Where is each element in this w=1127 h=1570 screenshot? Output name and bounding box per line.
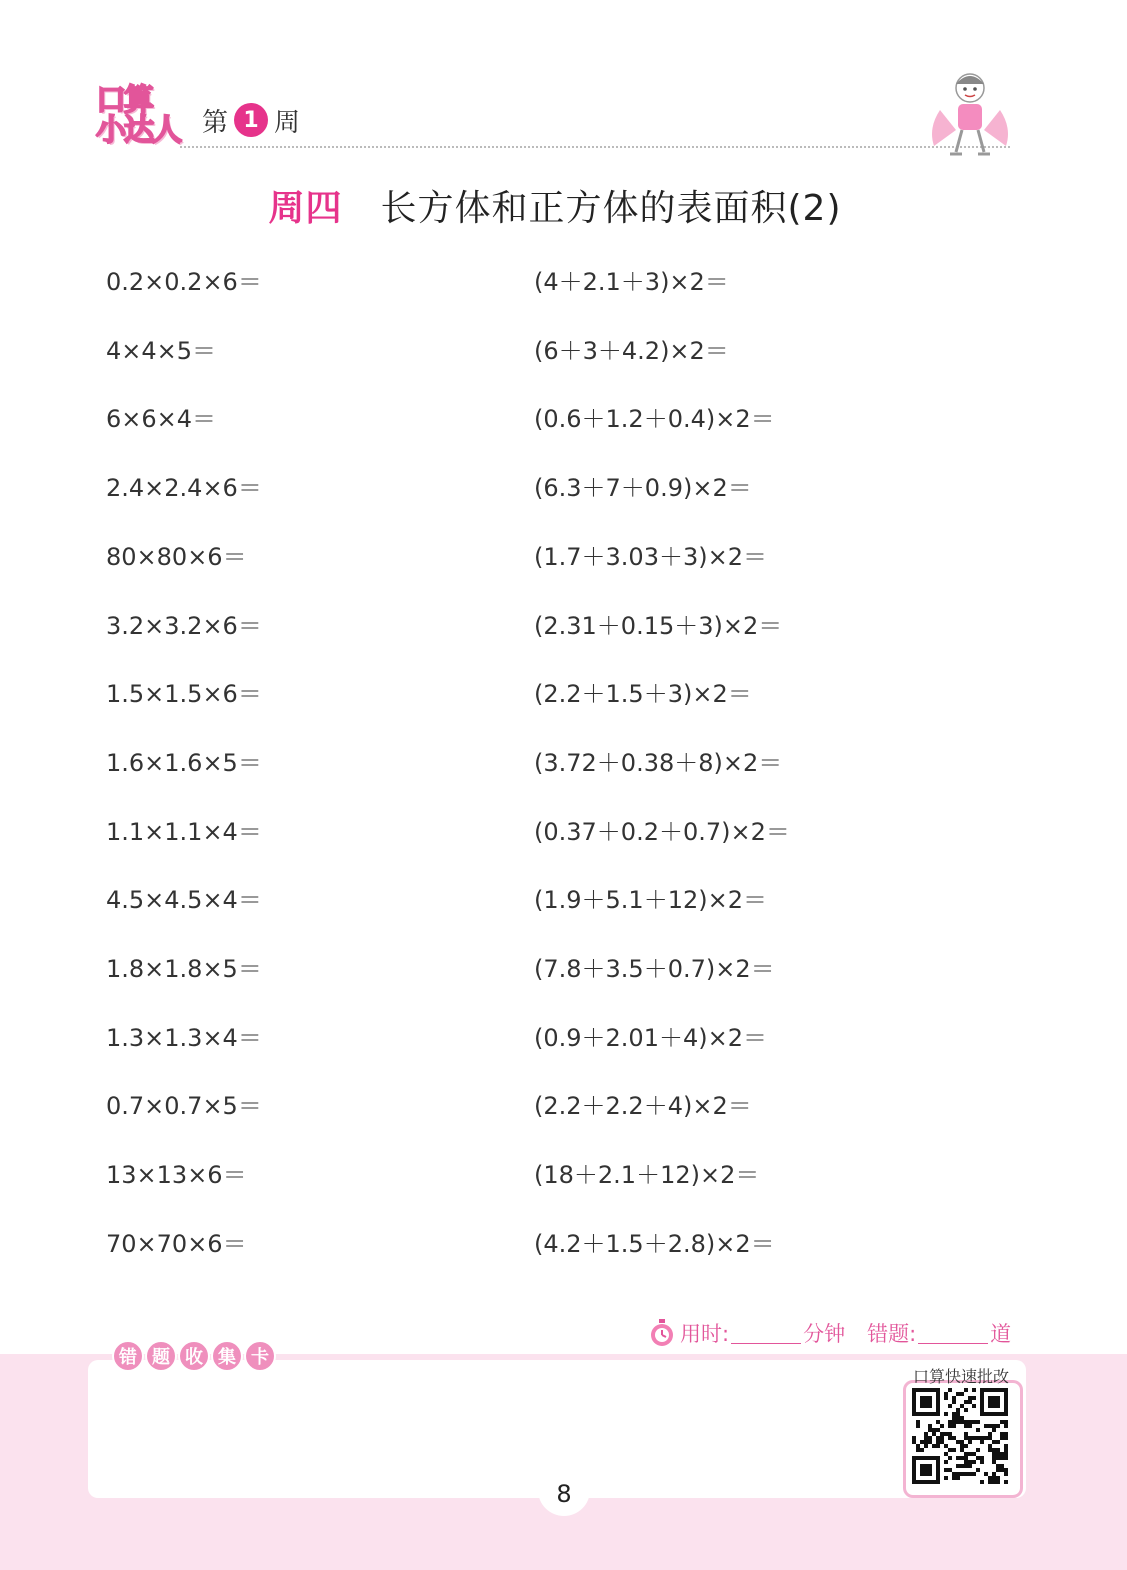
logo — [94, 83, 180, 150]
qr-title: 口算快速批改 — [912, 1367, 1009, 1386]
problem-left: 3.2×3.2×6＝ — [106, 611, 262, 640]
week-prefix: 第 — [202, 107, 229, 138]
problem-left: 0.2×0.2×6＝ — [106, 268, 262, 296]
header-divider — [180, 146, 1010, 148]
problem-row — [106, 1086, 1006, 1126]
problem-left: 4.5×4.5×4＝ — [106, 886, 262, 915]
problem-row — [106, 949, 1006, 989]
week-number-badge: 1 — [234, 103, 268, 137]
problem-row — [106, 743, 1006, 783]
problem-row — [106, 262, 1006, 302]
time-label: 用时: — [680, 1322, 730, 1346]
problem-right: (4＋2.1＋3)×2＝ — [534, 268, 729, 296]
superhero-character-icon — [920, 68, 1020, 160]
label-char: 收 — [178, 1340, 210, 1372]
title-day: 周四 — [268, 188, 343, 229]
problem-row — [106, 399, 1006, 439]
problem-left: 4×4×5＝ — [106, 336, 217, 365]
problem-right: (2.2＋1.5＋3)×2＝ — [534, 680, 752, 709]
problem-row — [106, 880, 1006, 920]
problem-row — [106, 331, 1006, 371]
problem-row — [106, 1018, 1006, 1058]
problem-right: (3.72＋0.38＋8)×2＝ — [534, 748, 783, 777]
problem-left: 1.5×1.5×6＝ — [106, 680, 262, 709]
problem-row — [106, 812, 1006, 852]
errors-label: 错题: — [867, 1322, 917, 1346]
label-char: 卡 — [244, 1340, 276, 1372]
error-collection-label — [112, 1340, 277, 1372]
label-char: 题 — [145, 1340, 177, 1372]
problem-right: (0.9＋2.01＋4)×2＝ — [534, 1023, 767, 1052]
problem-right: (2.31＋0.15＋3)×2＝ — [534, 611, 783, 640]
problem-row — [106, 606, 1006, 646]
problem-left: 1.8×1.8×5＝ — [106, 955, 262, 983]
problem-row — [106, 1224, 1006, 1264]
problem-right: (2.2＋2.2＋4)×2＝ — [534, 1092, 752, 1121]
week-suffix: 周 — [274, 107, 301, 138]
problem-row — [106, 1155, 1006, 1195]
time-unit: 分钟 — [803, 1322, 846, 1346]
problem-row — [106, 468, 1006, 508]
problem-right: (6＋3＋4.2)×2＝ — [534, 336, 729, 365]
problem-right: (1.9＋5.1＋12)×2＝ — [534, 886, 767, 915]
errors-blank[interactable] — [918, 1323, 988, 1344]
page-number: 8 — [556, 1480, 572, 1508]
problem-right: (0.37＋0.2＋0.7)×2＝ — [534, 817, 790, 846]
problem-left: 1.3×1.3×4＝ — [106, 1023, 262, 1052]
logo-line1: 口算 — [96, 83, 152, 118]
problem-left: 13×13×6＝ — [106, 1161, 247, 1190]
problem-right: (7.8＋3.5＋0.7)×2＝ — [534, 955, 775, 983]
problem-right: (1.7＋3.03＋3)×2＝ — [534, 542, 767, 571]
time-error-record — [648, 1316, 1011, 1350]
page-title — [0, 180, 1110, 231]
problem-left: 2.4×2.4×6＝ — [106, 474, 262, 503]
problem-left: 70×70×6＝ — [106, 1229, 247, 1258]
problem-left: 1.1×1.1×4＝ — [106, 817, 262, 846]
problem-right: (6.3＋7＋0.9)×2＝ — [534, 474, 752, 503]
problem-left: 80×80×6＝ — [106, 542, 247, 571]
week-indicator — [202, 100, 300, 140]
label-char: 错 — [112, 1340, 144, 1372]
qr-code-icon[interactable] — [912, 1388, 1008, 1484]
problem-left: 0.7×0.7×5＝ — [106, 1092, 262, 1121]
problem-row — [106, 537, 1006, 577]
logo-line2: 小达人 — [96, 113, 180, 148]
stopwatch-icon — [648, 1318, 676, 1348]
problem-right: (0.6＋1.2＋0.4)×2＝ — [534, 405, 775, 434]
errors-unit: 道 — [990, 1322, 1012, 1346]
problem-left: 6×6×4＝ — [106, 405, 217, 434]
problem-right: (18＋2.1＋12)×2＝ — [534, 1161, 760, 1190]
problem-row — [106, 674, 1006, 714]
problem-right: (4.2＋1.5＋2.8)×2＝ — [534, 1229, 775, 1258]
problem-left: 1.6×1.6×5＝ — [106, 748, 262, 777]
label-char: 集 — [211, 1340, 243, 1372]
time-blank[interactable] — [731, 1323, 801, 1344]
title-topic: 长方体和正方体的表面积(2) — [380, 188, 842, 229]
